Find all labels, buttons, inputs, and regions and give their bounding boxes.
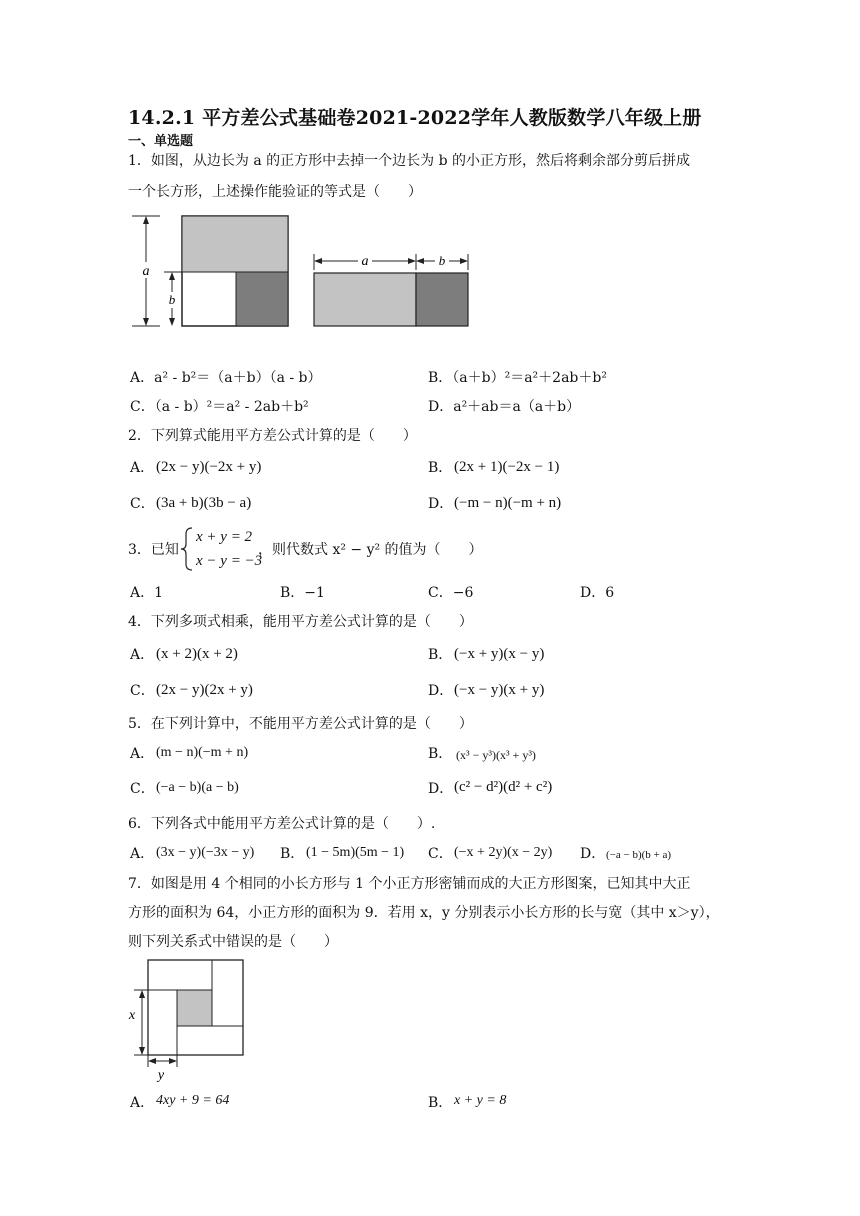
- q7-label-y: y: [157, 1068, 165, 1083]
- q7-small-square: [177, 990, 212, 1026]
- q1-rect-right-part: [416, 273, 468, 326]
- q1-stem-line2: 一个长方形，上述操作能验证的等式是（ ）: [128, 184, 422, 200]
- q4-option-a-label: A．: [130, 647, 155, 663]
- q6-option-c: (−x + 2y)(x − 2y): [454, 845, 553, 860]
- q1-stem-line1: 1．如图，从边长为 a 的正方形中去掉一个边长为 b 的小正方形，然后将剩余部分剪后拼成: [128, 153, 691, 169]
- q1-option-b: B．（a＋b）²＝a²＋2ab＋b²: [428, 370, 607, 386]
- q3-option-b: B．−1: [280, 585, 325, 601]
- q3-brace: [180, 526, 194, 572]
- q2-option-a-label: A．: [130, 460, 155, 476]
- q5-option-c-label: C．: [130, 781, 155, 797]
- q5-option-a: (m − n)(−m + n): [156, 745, 249, 760]
- q3-option-d: D．6: [580, 585, 615, 601]
- q4-option-d-label: D．: [428, 683, 454, 699]
- q3-prefix: 3．已知: [128, 542, 179, 558]
- q2-option-c: (3a + b)(3b − a): [156, 495, 252, 511]
- q6-option-a: (3x − y)(−3x − y): [156, 845, 255, 860]
- q7-option-b-label: B．: [428, 1095, 453, 1111]
- q6-option-c-label: C．: [428, 846, 453, 862]
- q7-stem-line3: 则下列关系式中错误的是（ ）: [128, 934, 338, 950]
- q5-option-b-label: B．: [428, 746, 453, 762]
- q4-option-b-label: B．: [428, 647, 453, 663]
- q4-option-a: (x + 2)(x + 2): [156, 646, 238, 662]
- q1-top-strip: [182, 216, 288, 272]
- q5-option-b: (x³ − y³)(x³ + y³): [456, 748, 536, 762]
- q6-stem: 6．下列各式中能用平方差公式计算的是（ ）.: [128, 816, 436, 832]
- q6-option-b-label: B．: [280, 846, 305, 862]
- q6-option-a-label: A．: [130, 846, 155, 862]
- q7-option-b: x + y = 8: [454, 1093, 507, 1108]
- q3-option-c: C．−6: [428, 585, 474, 601]
- q2-option-b-label: B．: [428, 460, 453, 476]
- q1-option-a: A．a² - b²＝（a＋b）（a - b）: [130, 370, 322, 386]
- q4-option-c: (2x − y)(2x + y): [156, 682, 253, 698]
- q5-option-d-label: D．: [428, 781, 454, 797]
- q2-option-d-label: D．: [428, 496, 454, 512]
- q1-option-c: C．（a - b）²＝a² - 2ab＋b²: [130, 399, 309, 415]
- q4-option-c-label: C．: [130, 683, 155, 699]
- q5-stem: 5．在下列计算中，不能用平方差公式计算的是（ ）: [128, 716, 473, 732]
- q3-equation-1: x + y = 2: [196, 529, 253, 545]
- q1-label-a-right: a: [361, 254, 369, 269]
- q7-option-a: 4xy + 9 = 64: [156, 1093, 230, 1108]
- q2-option-a: (2x − y)(−2x + y): [156, 459, 262, 475]
- q4-stem: 4．下列多项式相乘，能用平方差公式计算的是（ ）: [128, 614, 473, 630]
- q4-option-b: (−x + y)(x − y): [454, 646, 545, 662]
- q7-stem-line1: 7．如图是用 4 个相同的小长方形与 1 个小正方形密铺而成的大正方形图案，已知其中大正: [128, 876, 691, 892]
- q2-option-c-label: C．: [130, 496, 155, 512]
- q6-option-b: (1 − 5m)(5m − 1): [306, 845, 405, 860]
- q1-label-b-right: b: [438, 253, 446, 268]
- q1-label-a-left: a: [142, 264, 150, 279]
- q7-label-x: x: [128, 1008, 136, 1023]
- q6-option-d: (−a − b)(b + a): [606, 849, 672, 861]
- section-heading: 一、单选题: [128, 134, 194, 149]
- q7-stem-line2: 方形的面积为 64，小正方形的面积为 9．若用 x，y 分别表示小长方形的长与宽（其中 x＞y），: [128, 905, 720, 921]
- q1-small-square: [236, 272, 288, 326]
- q1-rect-left-part: [314, 273, 416, 326]
- q2-option-b: (2x + 1)(−2x − 1): [454, 459, 560, 475]
- q4-option-d: (−x − y)(x + y): [454, 682, 545, 698]
- q6-option-d-label: D．: [580, 846, 606, 862]
- q5-option-d: (c² − d²)(d² + c²): [454, 779, 553, 795]
- q1-figure: [128, 210, 478, 335]
- q1-label-b-left: b: [168, 292, 176, 307]
- q1-option-d: D．a²＋ab＝a（a＋b）: [428, 399, 581, 415]
- q3-suffix: ，则代数式 x² − y² 的值为（ ）: [258, 542, 483, 558]
- q7-figure: [124, 955, 254, 1083]
- q3-equation-2: x − y = −3: [196, 553, 263, 569]
- q5-option-a-label: A．: [130, 746, 155, 762]
- q7-option-a-label: A．: [130, 1095, 155, 1111]
- q2-stem: 2．下列算式能用平方差公式计算的是（ ）: [128, 428, 417, 444]
- q5-option-c: (−a − b)(a − b): [156, 780, 239, 795]
- page-title: 14.2.1 平方差公式基础卷2021-2022学年人教版数学八年级上册: [128, 107, 702, 129]
- q3-option-a: A．1: [130, 585, 164, 601]
- q2-option-d: (−m − n)(−m + n): [454, 495, 562, 511]
